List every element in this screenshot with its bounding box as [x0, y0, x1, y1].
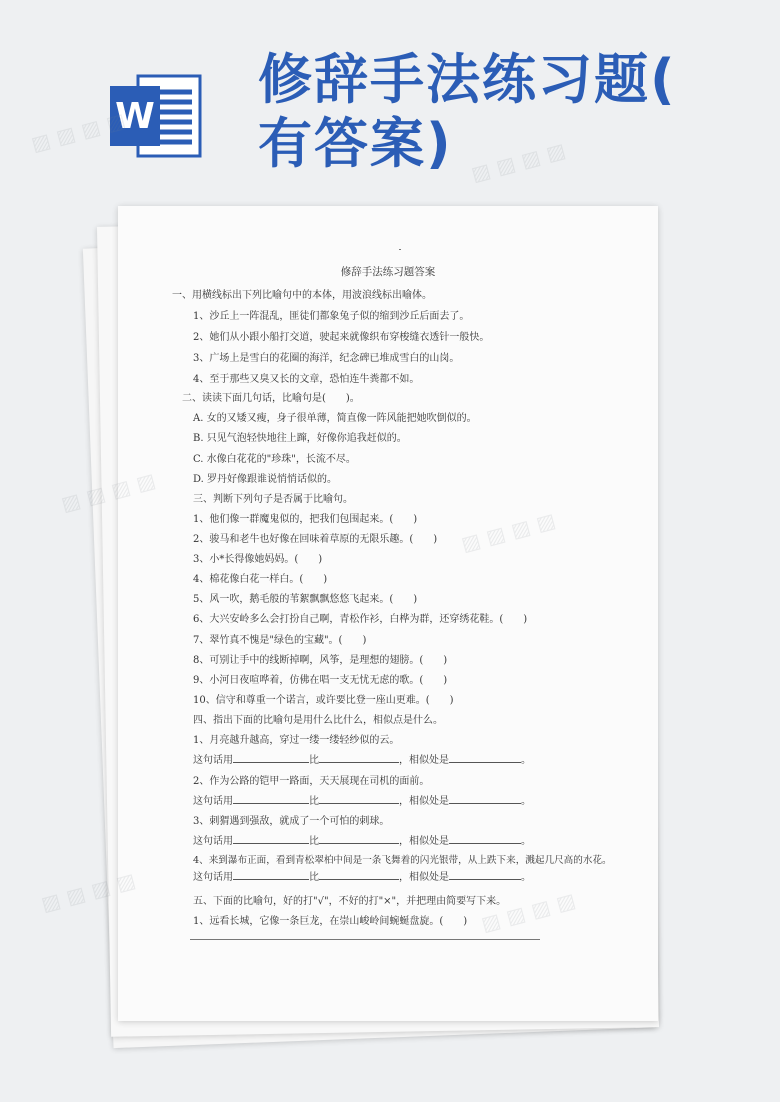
watermark: ▨ ▨ ▨ ▨ — [58, 467, 158, 517]
watermark: ▨ ▨ ▨ ▨ — [458, 507, 558, 557]
blank-field[interactable] — [449, 753, 521, 763]
fill-line-1 — [193, 751, 531, 766]
section-4-item-1: 1、月亮越升越高，穿过一缕一缕轻纱似的云。 — [193, 735, 400, 746]
answer-line[interactable] — [190, 939, 540, 940]
section-3-item-7: 7、翠竹真不愧是"绿色的宝藏"。( ) — [193, 635, 367, 646]
document-title: 修辞手法练习题答案 — [340, 266, 436, 278]
fill-mid: 比 — [309, 755, 319, 766]
section-1-item-2: 2、她们从小跟小船打交道，驶起来就像织布穿梭缝衣透针一般快。 — [193, 332, 490, 343]
logo-letter: W — [115, 96, 155, 137]
fill-prefix: 这句话用 — [193, 872, 233, 883]
section-1-heading: 一、用横线标出下列比喻句中的本体，用波浪线标出喻体。 — [172, 290, 432, 301]
section-3-item-2: 2、骏马和老牛也好像在回味着草原的无限乐趣。( ) — [193, 534, 438, 545]
watermark: ▨ ▨ ▨ ▨ — [38, 867, 138, 917]
section-4-heading: 四、指出下面的比喻句是用什么比什么，相似点是什么。 — [193, 715, 443, 726]
section-3-item-8: 8、可别让手中的线断掉啊，风筝，是理想的翅膀。( ) — [193, 655, 448, 666]
section-3-item-1: 1、他们像一群魔鬼似的，把我们包围起来。( ) — [193, 514, 418, 525]
fill-end: 。 — [521, 836, 531, 847]
section-3-heading: 三、判断下列句子是否属于比喻句。 — [193, 494, 353, 505]
section-4-item-3: 3、刺猬遇到强敌，就成了一个可怕的刺球。 — [193, 816, 390, 827]
fill-mid: 比 — [309, 872, 319, 883]
watermark: ▨ ▨ ▨ ▨ — [478, 887, 578, 937]
blank-field[interactable] — [319, 870, 399, 880]
section-3-item-5: 5、风一吹，鹅毛般的苇絮飘飘悠悠飞起来。( ) — [193, 594, 418, 605]
fill-suffix: ，相似处是 — [399, 872, 449, 883]
fill-prefix: 这句话用 — [193, 796, 233, 807]
blank-field[interactable] — [319, 794, 399, 804]
header-mark — [399, 249, 401, 250]
blank-field[interactable] — [449, 794, 521, 804]
watermark: ▨ ▨ ▨ ▨ — [28, 107, 128, 157]
section-1-item-1: 1、沙丘上一阵混乱，匪徒们都象兔子似的缩到沙丘后面去了。 — [193, 311, 470, 322]
fill-mid: 比 — [309, 836, 319, 847]
section-1-item-4: 4、至于那些又臭又长的文章，恐怕连牛粪都不如。 — [193, 374, 420, 385]
section-2-heading: 二、读读下面几句话，比喻句是( )。 — [182, 393, 360, 404]
fill-end: 。 — [521, 755, 531, 766]
watermark: ▨ ▨ ▨ ▨ — [468, 137, 568, 187]
section-3-item-4: 4、棉花像白花一样白。( ) — [193, 574, 328, 585]
section-3-item-10: 10、信守和尊重一个诺言，或许要比登一座山更难。( ) — [193, 695, 454, 706]
fill-line-4 — [193, 868, 531, 883]
section-2-option-d: D. 罗丹好像跟谁说悄悄话似的。 — [193, 474, 338, 485]
blank-field[interactable] — [449, 870, 521, 880]
fill-prefix: 这句话用 — [193, 755, 233, 766]
section-4-item-4: 4、来到瀑布正面，看到青松翠柏中间是一条飞舞着的闪光银带，从上跌下来，溅起几尺高的水花。 — [193, 855, 612, 866]
blank-field[interactable] — [319, 834, 399, 844]
section-2-option-b: B. 只见气泡轻快地往上蹿，好像你追我赶似的。 — [193, 433, 407, 444]
banner-title-line-1: 修辞手法练习题( — [258, 48, 677, 111]
fill-suffix: ，相似处是 — [399, 836, 449, 847]
blank-field[interactable] — [233, 753, 309, 763]
fill-suffix: ，相似处是 — [399, 755, 449, 766]
section-3-item-3: 3、小*长得像她妈妈。( ) — [193, 554, 323, 565]
section-3-item-6: 6、大兴安岭多么会打扮自己啊，青松作衫，白桦为群，还穿绣花鞋。( ) — [193, 614, 528, 625]
blank-field[interactable] — [449, 834, 521, 844]
blank-field[interactable] — [319, 753, 399, 763]
fill-end: 。 — [521, 872, 531, 883]
blank-field[interactable] — [233, 870, 309, 880]
section-5-heading: 五、下面的比喻句，好的打"√"，不好的打"×"，并把理由简要写下来。 — [193, 896, 507, 907]
blank-field[interactable] — [233, 794, 309, 804]
section-2-option-a: A. 女的又矮又瘦，身子很单薄，简直像一阵风能把她吹倒似的。 — [193, 413, 477, 424]
section-5-item-1: 1、远看长城，它像一条巨龙，在崇山峻岭间蜿蜒盘旋。( ) — [193, 916, 468, 927]
fill-line-3 — [193, 832, 531, 847]
section-2-option-c: C. 水像白花花的"珍珠"，长流不尽。 — [193, 454, 356, 465]
blank-field[interactable] — [233, 834, 309, 844]
fill-line-2 — [193, 792, 531, 807]
fill-prefix: 这句话用 — [193, 836, 233, 847]
section-3-item-9: 9、小河日夜喧哗着，仿佛在唱一支无忧无虑的歌。( ) — [193, 675, 448, 686]
section-4-item-2: 2、作为公路的铠甲一路面，天天展现在司机的面前。 — [193, 776, 430, 787]
banner-title-line-2: 有答案) — [258, 112, 453, 175]
section-1-item-3: 3、广场上是雪白的花圈的海洋，纪念碑已堆成雪白的山岗。 — [193, 353, 460, 364]
document-page — [118, 206, 658, 1021]
fill-end: 。 — [521, 796, 531, 807]
fill-suffix: ，相似处是 — [399, 796, 449, 807]
fill-mid: 比 — [309, 796, 319, 807]
